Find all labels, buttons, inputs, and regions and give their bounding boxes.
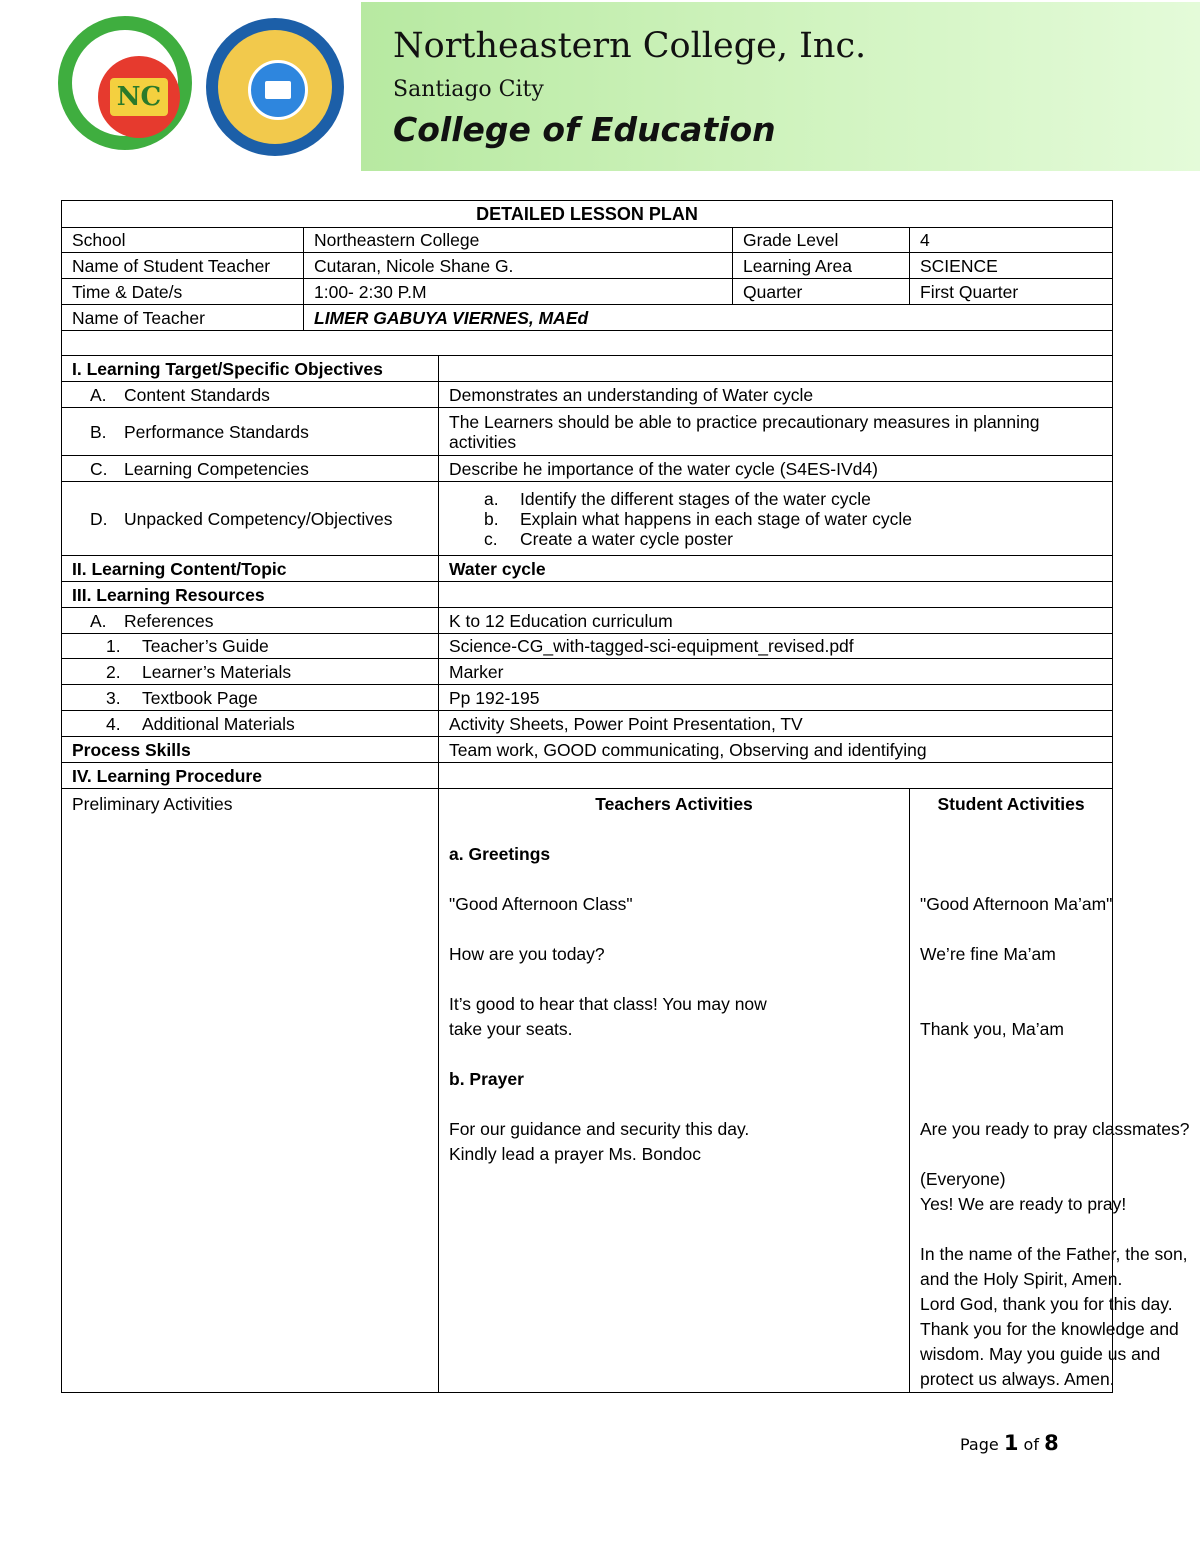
quarter-label: Quarter: [733, 279, 910, 305]
area-value: SCIENCE: [910, 253, 1113, 279]
table-row: [62, 382, 1113, 408]
student-prayer-line: and the Holy Spirit, Amen.: [920, 1269, 1123, 1289]
performance-standards-value: The Learners should be able to practice precautionary measures in planning activities: [439, 408, 1113, 456]
unpacked-competency-label: D. Unpacked Competency/Objectives: [62, 482, 439, 556]
table-row: [62, 253, 1113, 279]
area-label: Learning Area: [733, 253, 910, 279]
student-thank-you: Thank you, Ma’am: [920, 1019, 1064, 1039]
student-prayer-line: wisdom. May you guide us and: [920, 1344, 1161, 1364]
section2-heading: II. Learning Content/Topic: [62, 556, 439, 582]
learners-materials-label: 2. Learner’s Materials: [62, 659, 439, 685]
table-row: [62, 685, 1113, 711]
student-activities-header: Student Activities: [937, 794, 1085, 814]
school-value: Northeastern College: [304, 228, 733, 253]
college-name: Northeastern College, Inc.: [393, 26, 867, 66]
teachers-guide-label: 1. Teacher’s Guide: [62, 634, 439, 659]
table-row: [62, 331, 1113, 356]
book-icon: [265, 81, 291, 99]
additional-materials-label: 4. Additional Materials: [62, 711, 439, 737]
section3-heading: III. Learning Resources: [62, 582, 439, 608]
lesson-plan-table: [61, 200, 1190, 1393]
logo-monogram: NC: [110, 78, 168, 116]
header-banner: [361, 2, 1200, 171]
teachers-activities-column: [439, 789, 910, 1393]
content-standards-label: A. Content Standards: [62, 382, 439, 408]
table-row: [62, 456, 1113, 482]
student-prayer-line: Lord God, thank you for this day.: [920, 1294, 1173, 1314]
student-greeting: "Good Afternoon Ma’am": [920, 894, 1113, 914]
teacher-label: Name of Teacher: [62, 305, 304, 331]
student-prayer-line: protect us always. Amen.: [920, 1369, 1115, 1389]
teacher-prayer-2: Kindly lead a prayer Ms. Bondoc: [449, 1144, 701, 1164]
quarter-value: First Quarter: [910, 279, 1113, 305]
table-row: [62, 737, 1113, 763]
seal-inner: [248, 60, 308, 120]
college-city: Santiago City: [393, 77, 544, 102]
spacer-row: [62, 331, 1113, 356]
learning-competencies-label: C. Learning Competencies: [62, 456, 439, 482]
section3-blank: [439, 582, 1113, 608]
section1-heading: I. Learning Target/Specific Objectives: [62, 356, 439, 382]
performance-standards-label: B. Performance Standards: [62, 408, 439, 456]
northeastern-college-logo: [58, 16, 192, 150]
college-of-education-seal: [206, 18, 344, 156]
student-everyone: (Everyone): [920, 1169, 1006, 1189]
teacher-take-seats-1: It’s good to hear that class! You may now: [449, 994, 767, 1014]
student-fine: We’re fine Ma’am: [920, 944, 1056, 964]
section4-blank: [439, 763, 1113, 789]
seal-ring: [218, 30, 332, 144]
section2-value: Water cycle: [439, 556, 1113, 582]
teacher-how-are-you: How are you today?: [449, 944, 605, 964]
table-row: [62, 582, 1113, 608]
table-row: [62, 201, 1113, 228]
process-skills-label: Process Skills: [62, 737, 439, 763]
process-skills-value: Team work, GOOD communicating, Observing and identifying: [439, 737, 1113, 763]
teacher-take-seats-2: take your seats.: [449, 1019, 573, 1039]
student-activities-column: [910, 789, 1190, 1393]
learning-competencies-value: Describe he importance of the water cycle (S4ES-IVd4): [439, 456, 1113, 482]
content-standards-value: Demonstrates an understanding of Water cycle: [439, 382, 1113, 408]
table-row: [62, 711, 1113, 737]
student-yes: Yes! We are ready to pray!: [920, 1194, 1127, 1214]
table-row: [62, 763, 1113, 789]
textbook-page-label: 3. Textbook Page: [62, 685, 439, 711]
greetings-heading: a. Greetings: [449, 844, 551, 864]
objectives-list: [439, 482, 1113, 556]
grade-value: 4: [910, 228, 1113, 253]
grade-label: Grade Level: [733, 228, 910, 253]
student-prayer-line: In the name of the Father, the son,: [920, 1244, 1188, 1264]
prayer-heading: b. Prayer: [449, 1069, 524, 1089]
teacher-value: LIMER GABUYA VIERNES, MAEd: [304, 305, 1113, 331]
student-ready: Are you ready to pray classmates?: [920, 1119, 1190, 1139]
table-row: [62, 408, 1113, 456]
list-item: a. Identify the different stages of the water cycle: [484, 488, 871, 509]
table-row: [62, 305, 1113, 331]
preliminary-activities-label: Preliminary Activities: [62, 789, 439, 1393]
list-item: c. Create a water cycle poster: [484, 528, 734, 549]
table-row: [62, 228, 1113, 253]
list-item: b. Explain what happens in each stage of water cycle: [484, 508, 913, 529]
time-value: 1:00- 2:30 P.M: [304, 279, 733, 305]
table-row: [62, 482, 1113, 556]
student-teacher-label: Name of Student Teacher: [62, 253, 304, 279]
references-label: A. References: [62, 608, 439, 634]
department-name: College of Education: [393, 110, 776, 149]
section1-blank: [439, 356, 1113, 382]
teachers-activities-header: Teachers Activities: [595, 794, 753, 814]
logo-inner: [98, 56, 180, 138]
table-row: [62, 556, 1113, 582]
student-prayer-line: Thank you for the knowledge and: [920, 1319, 1179, 1339]
table-row: [62, 279, 1113, 305]
teachers-guide-value: Science-CG_with-tagged-sci-equipment_revised.pdf: [439, 634, 1113, 659]
school-label: School: [62, 228, 304, 253]
table-row: [62, 634, 1113, 659]
table-row: [62, 356, 1113, 382]
page-number: Page 1 of 8: [960, 1431, 1059, 1455]
table-row: [62, 659, 1113, 685]
additional-materials-value: Activity Sheets, Power Point Presentation, TV: [439, 711, 1113, 737]
plan-title: DETAILED LESSON PLAN: [62, 201, 1113, 228]
logo-ring: [72, 30, 178, 136]
section4-heading: IV. Learning Procedure: [62, 763, 439, 789]
table-row: [62, 608, 1113, 634]
table-row: [62, 789, 1113, 1393]
textbook-page-value: Pp 192-195: [439, 685, 1113, 711]
teacher-greeting: "Good Afternoon Class": [449, 894, 633, 914]
student-teacher-value: Cutaran, Nicole Shane G.: [304, 253, 733, 279]
teacher-prayer-1: For our guidance and security this day.: [449, 1119, 750, 1139]
learners-materials-value: Marker: [439, 659, 1113, 685]
time-label: Time & Date/s: [62, 279, 304, 305]
references-value: K to 12 Education curriculum: [439, 608, 1113, 634]
